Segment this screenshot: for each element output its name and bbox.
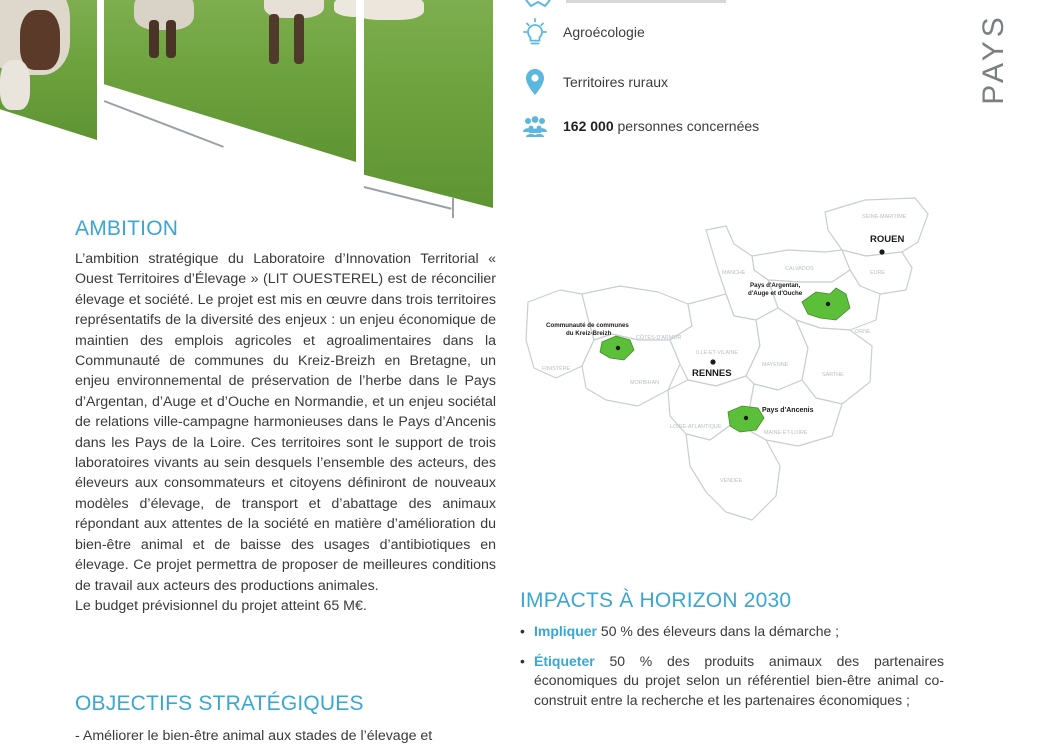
info-text: Territoires ruraux [563, 74, 669, 90]
map-label-orne: ORNE [855, 329, 871, 335]
impact-keyword: Étiqueter [534, 652, 595, 669]
cow-photo-3 [364, 0, 493, 208]
map-label-morbihan: MORBIHAN [630, 380, 660, 386]
impact-text: 50 % des produits animaux des partenaires économiques du projet selon un référentiel bien-être animal co-construit entre la recherche et les partenaires économiques ; [534, 652, 944, 708]
map-label-calvados: CALVADOS [785, 266, 814, 272]
ambition-paragraph: L’ambition stratégique du Laboratoire d’Innovation Territorial « Ouest Territoires d’Élevage » (LIT OUESTEREL) est de réconcilier élevage et société. Le projet est mis en œuvre dans trois territoires représentatifs de la diversité des enjeux : un enjeu économique de maintien des emplois agricoles et agroalimentaires dans la Communauté de communes du Kreiz-Breizh en Bretagne, un enjeu environnemental de préservation de l’herbe dans le Pays d’Argentan, d’Auge et d’Ouche en Normandie, et un enjeu sociétal de relations ville-campagne harmonieuses dans le Pays d’Ancenis dans les Pays de la Loire. Ces territoires sont le support de trois laboratoires vivants au sein desquels l’ensemble des acteurs, des éleveurs aux consommateurs et citoyens définiront de nouveaux modèles d’élevage, de transport et d’abattage des animaux répondant aux attentes de la société en matière d’amélioration du bien-être animal et de baisse des usages d’antibiotiques en élevage. Ce projet permettra de proposer de meilleures conditions de travail aux acteurs des productions animales. [75, 251, 496, 594]
lightbulb-icon [520, 18, 550, 48]
network-icon [523, 0, 553, 8]
list-item [520, 652, 944, 711]
location-pin-icon [520, 67, 550, 97]
map-label-eure: EURE [870, 270, 885, 276]
map-label-rouen: ROUEN [870, 234, 905, 245]
ambition-budget: Le budget prévisionnel du projet atteint 65 M€. [75, 597, 367, 614]
map-label-kreiz-1: Communauté de communes [546, 322, 629, 329]
map-label-manche: MANCHE [722, 270, 746, 276]
map-dot-kreiz [616, 346, 620, 350]
map-seine-maritime [825, 198, 928, 256]
map-label-cotes-armor: CÔTES-D'ARMOR [636, 335, 682, 341]
map-label-loire-atlantique: LOIRE-ATLANTIQUE [670, 424, 722, 430]
section-heading-ambition: AMBITION [75, 217, 179, 240]
map-dot-ancenis [744, 416, 748, 420]
map-label-argentan-2: d'Auge et d'Ouche [748, 290, 803, 297]
map-dot-rouen [879, 249, 884, 254]
map-label-argentan-1: Pays d'Argentan, [750, 282, 801, 289]
region-map [520, 190, 940, 530]
map-label-ancenis: Pays d'Ancenis [762, 407, 814, 414]
impact-text: 50 % des éleveurs dans la démarche ; [597, 623, 840, 639]
top-cut-line [566, 0, 726, 3]
map-label-mayenne: MAYENNE [762, 362, 789, 368]
info-count: 162 000 [563, 118, 614, 134]
people-icon [520, 112, 550, 142]
list-item [520, 622, 944, 642]
map-label-vendee: VENDÉE [720, 478, 743, 484]
side-title [972, 0, 1016, 105]
section-heading-objectifs: OBJECTIFS STRATÉGIQUES [75, 692, 364, 715]
map-label-maine-loire: MAINE-ET-LOIRE [764, 430, 808, 436]
ambition-text [75, 249, 496, 616]
info-count-label: personnes concernées [613, 118, 760, 134]
map-label-rennes: RENNES [692, 368, 732, 379]
map-label-finistere: FINISTÈRE [542, 366, 571, 372]
map-dot-argentan [826, 302, 830, 306]
impact-keyword: Impliquer [534, 623, 598, 639]
map-label-kreiz-2: du Kreiz-Breizh [566, 330, 612, 337]
map-label-seine-maritime: SEINE-MARITIME [862, 214, 907, 220]
map-label-ille-vilaine: ILLE-ET-VILAINE [696, 350, 738, 356]
objectif-line: - Améliorer le bien-être animal aux stades de l’élevage et [75, 728, 433, 744]
info-text: Agroécologie [563, 24, 645, 40]
cow-photo-2 [104, 0, 356, 162]
map-dot-rennes [710, 359, 715, 364]
section-heading-impacts: IMPACTS À HORIZON 2030 [520, 589, 792, 612]
impacts-list [520, 622, 944, 720]
cow-photo-1 [0, 0, 97, 140]
photo-frame-edge [452, 198, 454, 218]
map-label-sarthe: SARTHE [822, 372, 844, 378]
side-title-text: PAYS [977, 13, 1010, 105]
info-text [563, 118, 759, 134]
